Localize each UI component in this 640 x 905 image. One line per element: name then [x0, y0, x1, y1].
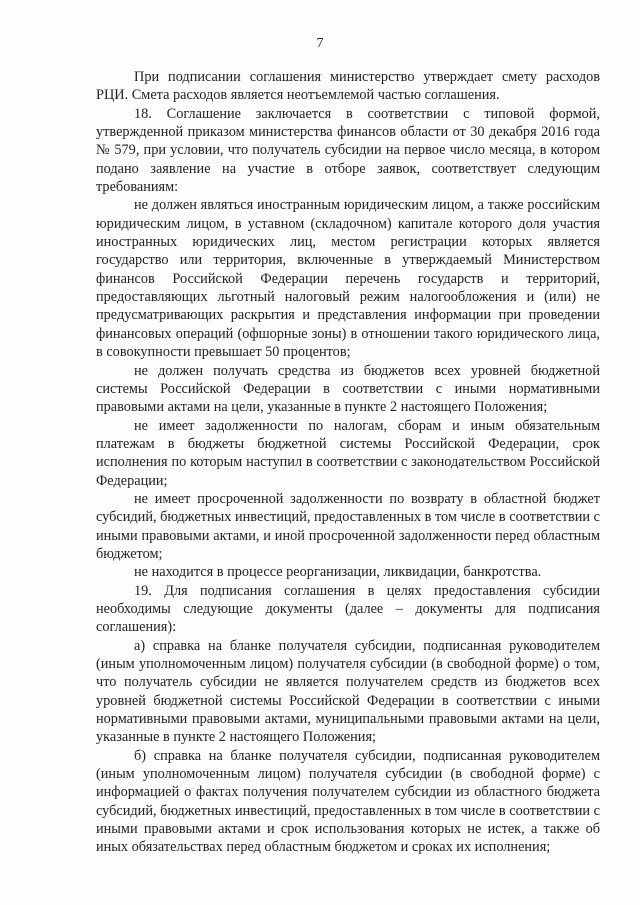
requirement-not-foreign-entity: не должен являться иностранным юридическим лицом, а также российским юридическим лицом, в уставном (складочном) капитале которого доля участия иностранных юридических лиц, местом регистрации которых является государство или территория, включенные в утверждаемый Министерством финансов Российской Федерации перечень государств и территорий, предоставляющих льготный налоговый режим налогообложения и (или) не предусматривающих раскрытия и представления информации при проведении финансовых операций (офшорные зоны) в отношении такого юридического лица, в совокупности превышает 50 процентов;: [96, 197, 600, 361]
requirement-no-tax-debt: не имеет задолженности по налогам, сборам и иным обязательным платежам в бюджеты бюджетной системы Российской Федерации, срок исполнения по которым наступил в соответствии с законодательством Российской Федерации;: [96, 417, 600, 489]
requirement-no-reorganization: не находится в процессе реорганизации, ликвидации, банкротства.: [134, 564, 542, 581]
paragraph-estimate: При подписании соглашения министерство утверждает смету расходов РЦИ. Смета расходов является неотъемлемой частью соглашения.: [96, 69, 600, 104]
paragraph-19: 19. Для подписания соглашения в целях предоставления субсидии необходимы следующие документы (далее – документы для подписания соглашения):: [96, 582, 600, 636]
document-item-a: а) справка на бланке получателя субсидии, подписанная руководителем (иным уполномоченным лицом) получателя субсидии (в свободной форме) о том, что получатель субсидии не является получателем средств из бюджетов всех уровней бюджетной системы Российской Федерации в соответствии с иными нормативными правовыми актами, муниципальными правовыми актами на цели, указанные в пункте 2 настоящего Положения;: [96, 637, 600, 746]
paragraph-18: 18. Соглашение заключается в соответствии с типовой формой, утвержденной приказом министерства финансов области от 30 декабря 2016 года № 579, при условии, что получатель субсидии на первое число месяца, в котором подано заявление на участие в отборе заявок, соответствует следующим требованиям:: [96, 105, 600, 196]
document-item-b: б) справка на бланке получателя субсидии, подписанная руководителем (иным уполномоченным лицом) получателя субсидии (в свободной форме) с информацией о фактах получения получателем субсидии из областного бюджета субсидий, бюджетных инвестиций, предоставленных в том числе в соответствии с иными правовыми актами и срок использования которых не истек, а также об иных обязательствах перед областным бюджетом и сроках их исполнения;: [96, 747, 600, 856]
page-number: 7: [316, 36, 324, 51]
requirement-no-overdue-debt: не имеет просроченной задолженности по возврату в областной бюджет субсидий, бюджетных инвестиций, предоставленных в том числе в соответствии с иными правовыми актами, и иной просроченной задолженности перед областным бюджетом;: [96, 490, 600, 562]
requirement-no-budget-funds: не должен получать средства из бюджетов всех уровней бюджетной системы Российской Федерации в соответствии с иными нормативными правовыми актами на цели, указанные в пункте 2 настоящего Положения;: [96, 362, 600, 416]
document-body: [96, 68, 600, 857]
